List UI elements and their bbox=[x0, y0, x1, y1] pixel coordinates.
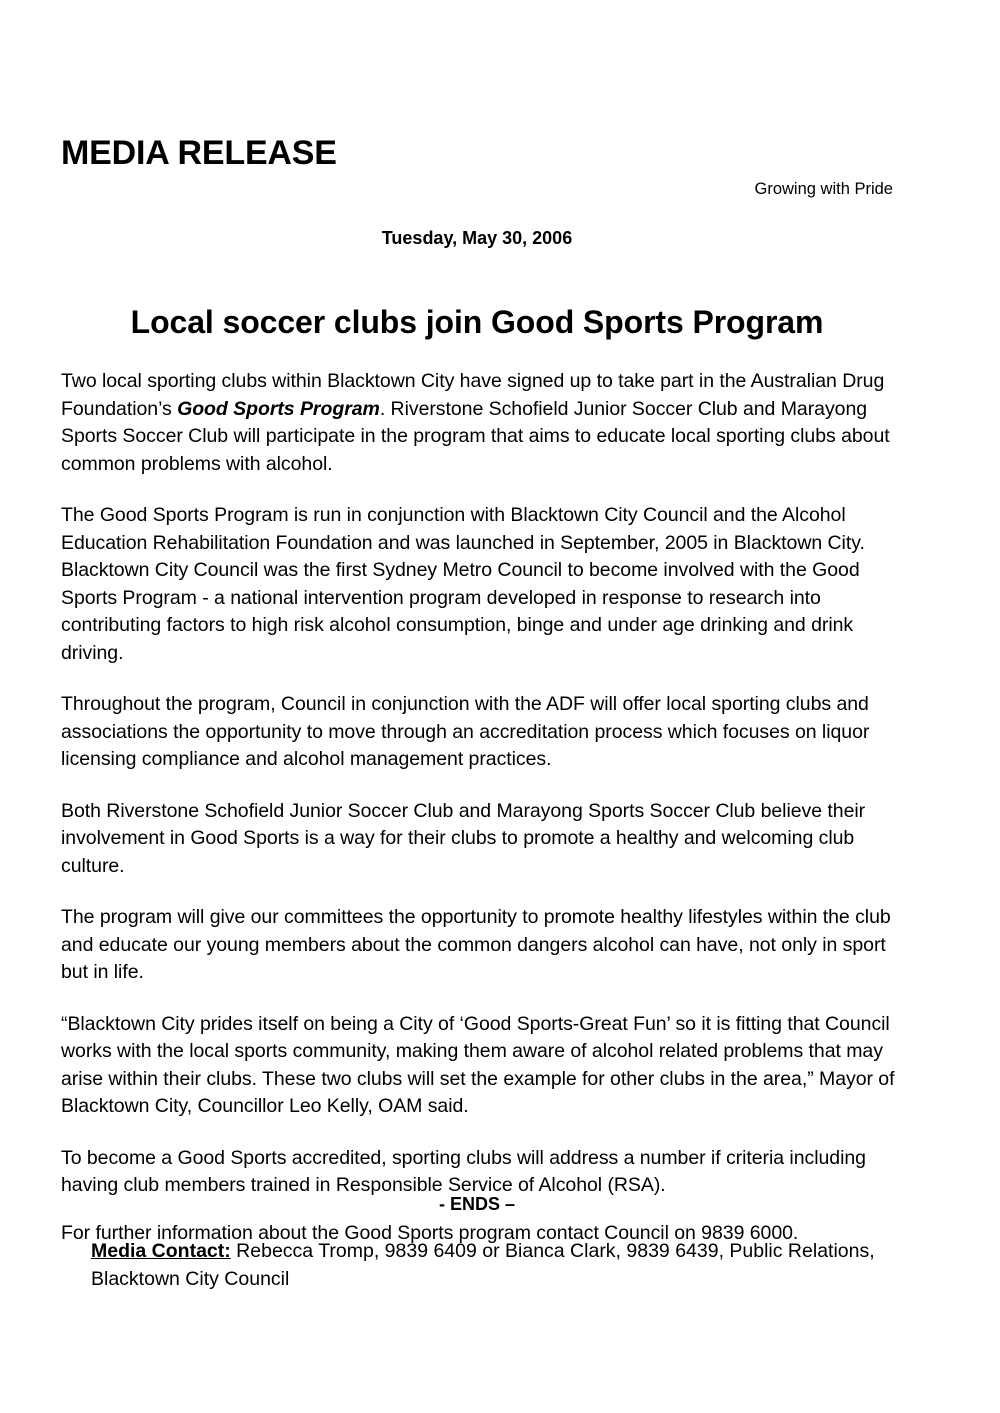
page-title: Local soccer clubs join Good Sports Program bbox=[130, 304, 824, 341]
program-name-emphasis: Good Sports Program bbox=[177, 397, 380, 420]
paragraph-accreditation-criteria: To become a Good Sports accredited, sporting clubs will address a number if criteria including having club members trained in Responsible Service of Alcohol (RSA). bbox=[61, 1146, 866, 1196]
paragraph-intro-part-2: . Riverstone Schofield Junior Soccer Club and Marayong Sports Soccer Club will participate in the program that aims to educate local sporting clubs about common problems with alcohol. bbox=[61, 397, 890, 475]
media-contact-details: Rebecca Tromp, 9839 6409 or Bianca Clark, 9839 6439, Public Relations, Blacktown City Council bbox=[91, 1240, 875, 1290]
ends-marker: - ENDS – bbox=[438, 1194, 516, 1214]
council-tagline: Growing with Pride bbox=[754, 180, 893, 198]
paragraph-further-information: For further information about the Good Sports program contact Council on 9839 6000. bbox=[61, 1221, 799, 1244]
media-contact-label: Media Contact: bbox=[91, 1240, 231, 1262]
paragraph-program-benefits: The program will give our committees the opportunity to promote healthy lifestyles within the club and educate our young members about the common dangers alcohol can have, not only in sport but in life. bbox=[61, 906, 891, 983]
paragraph-club-involvement: Both Riverstone Schofield Junior Soccer Club and Marayong Sports Soccer Club believe their involvement in Good Sports is a way for their clubs to promote a healthy and welcoming club culture. bbox=[61, 799, 866, 877]
paragraph-intro bbox=[61, 368, 901, 478]
paragraph-mayor-quote: “Blacktown City prides itself on being a City of ‘Good Sports-Great Fun’ so it is fitting that Council works with the local sports community, making them aware of alcohol related problems that may arise within their clubs. These two clubs will set the example for other clubs in the area,” Mayor of Blacktown City, Councillor Leo Kelly, OAM said. bbox=[61, 1012, 895, 1117]
release-date: Tuesday, May 30, 2006 bbox=[381, 228, 573, 248]
media-contact-block bbox=[91, 1238, 901, 1293]
paragraph-accreditation-process: Throughout the program, Council in conjunction with the ADF will offer local sporting clubs and associations the opportunity to move through an accreditation process which focuses on liquor licensing compliance and alcohol management practices. bbox=[61, 693, 870, 770]
body-copy bbox=[61, 368, 901, 1247]
masthead-title: MEDIA RELEASE bbox=[61, 134, 337, 172]
paragraph-program-background: The Good Sports Program is run in conjunction with Blacktown City Council and the Alcohol Education Rehabilitation Foundation and was launched in September, 2005 in Blacktown City. Blacktown City Council was the first Sydney Metro Council to become involved with the Good Sports Program - a national intervention program developed in response to research into contributing factors to high risk alcohol consumption, binge and under age drinking and drink driving. bbox=[61, 504, 865, 664]
paragraph-intro-part-1: Two local sporting clubs within Blacktown City have signed up to take part in the Australian Drug Foundation’s bbox=[61, 370, 885, 420]
